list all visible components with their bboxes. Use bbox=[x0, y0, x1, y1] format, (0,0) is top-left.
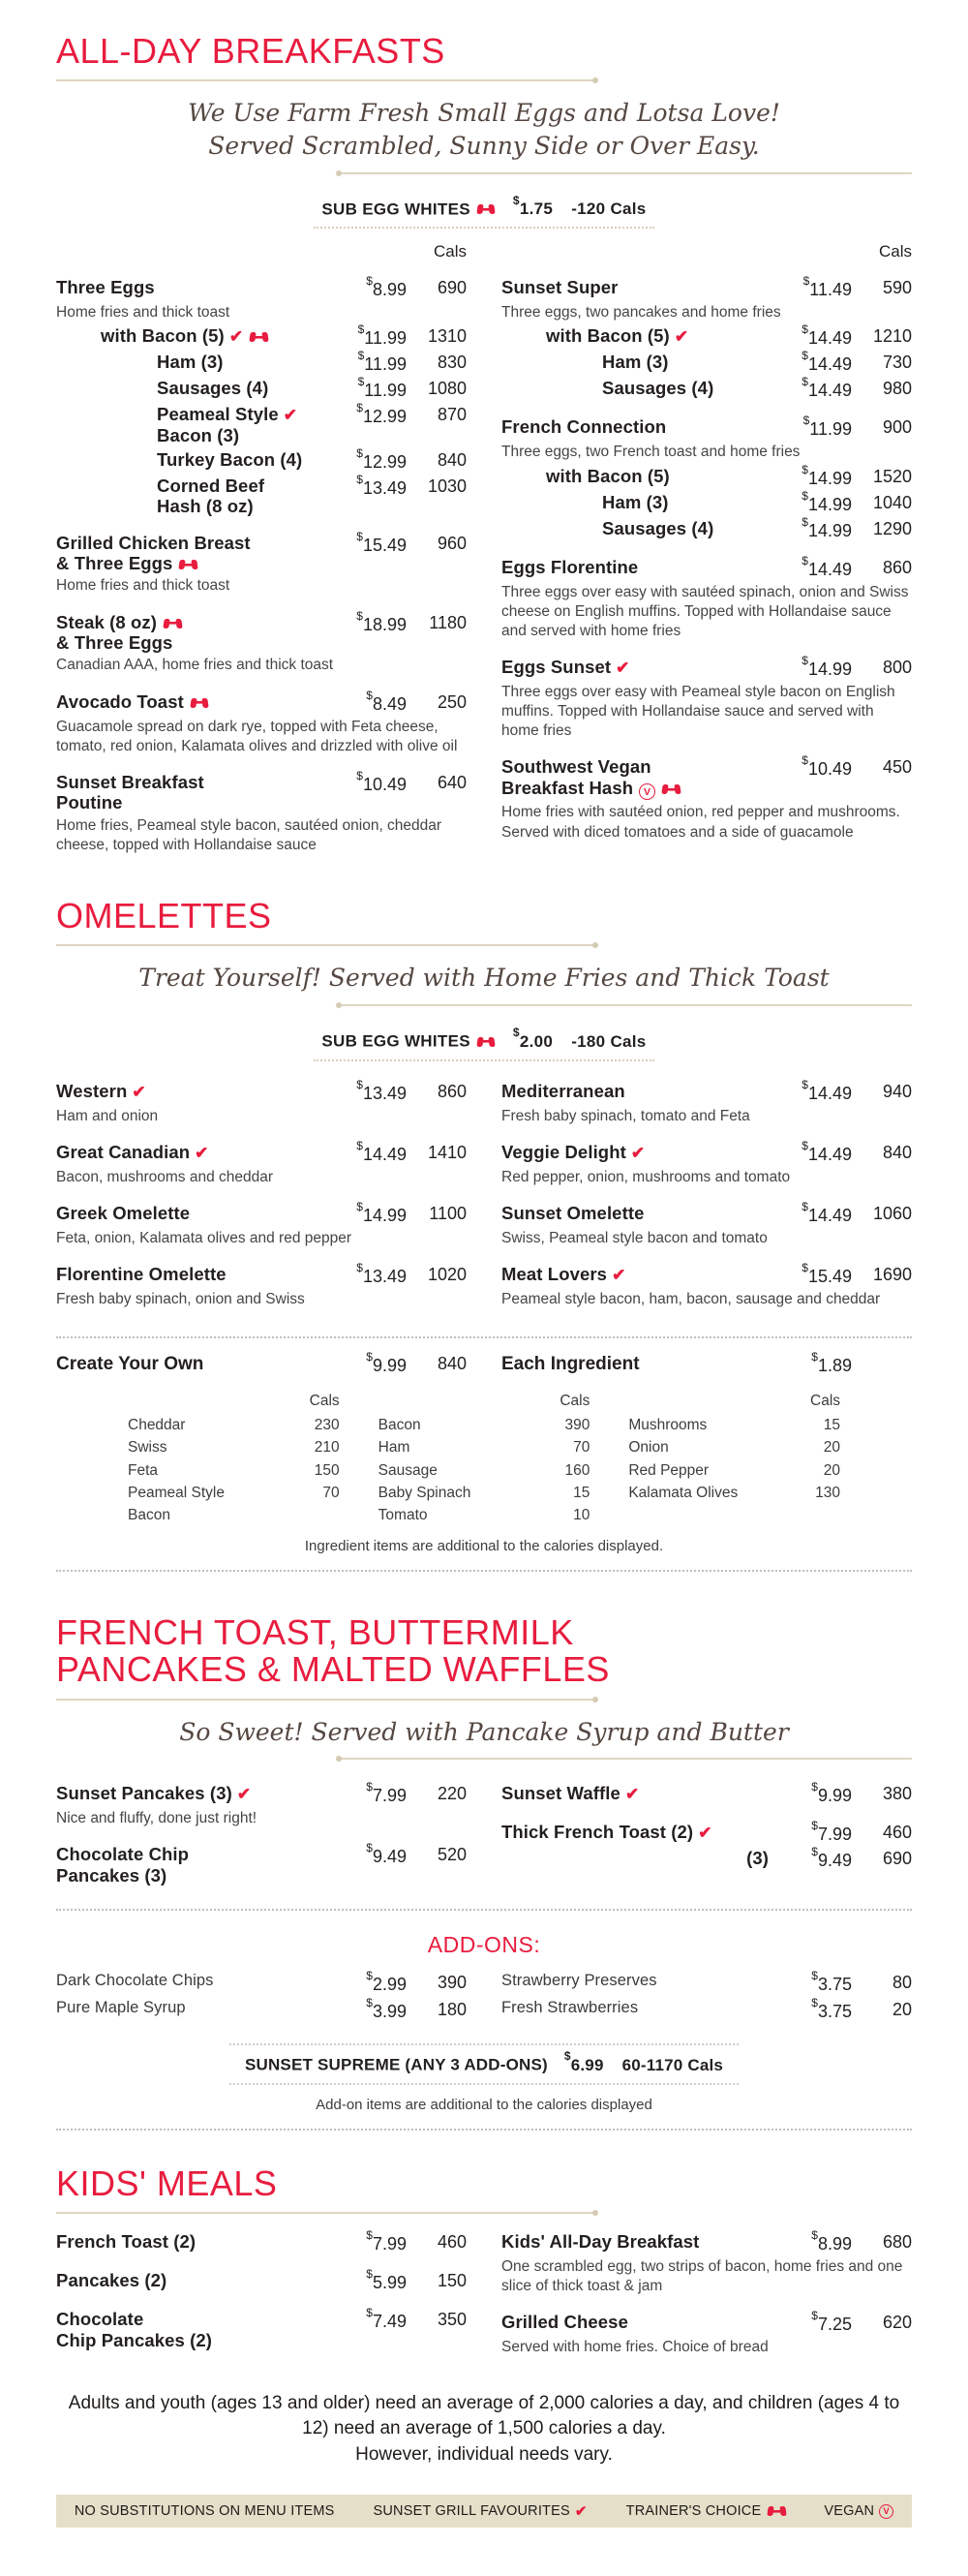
check-icon: ✔ bbox=[132, 1082, 146, 1101]
menu-item: Western ✔ $13.49 860 Ham and onion bbox=[56, 1077, 467, 1124]
check-icon: ✔ bbox=[674, 327, 689, 347]
dumbbell-icon bbox=[768, 2506, 785, 2516]
create-your-own-block bbox=[56, 1336, 912, 1572]
menu-item: Eggs Sunset ✔ $14.99 800 Three eggs over easy with Peameal style bacon on English muffins. Topped with Hollandaise sauce and served with home fries bbox=[501, 654, 912, 740]
menu-item: Great Canadian ✔ $14.49 1410 Bacon, mushrooms and cheddar bbox=[56, 1138, 467, 1185]
dumbbell-icon bbox=[662, 784, 680, 794]
menu-item: Greek Omelette $14.99 1100 Feta, onion, Kalamata olives and red pepper bbox=[56, 1199, 467, 1246]
section-french-toast bbox=[56, 1614, 912, 2131]
ingredient-column-3: Cals Mushrooms 15 Onion 20 Red Pepper 20 Kalamata Olives 130 bbox=[628, 1390, 840, 1526]
breakfast-left-column bbox=[56, 232, 467, 855]
sweet-right-column bbox=[501, 1767, 912, 1886]
ingredient-table bbox=[56, 1390, 912, 1526]
omelettes-left-column bbox=[56, 1065, 467, 1310]
omelettes-right-column bbox=[501, 1065, 912, 1310]
each-ingredient-header: Each Ingredient $1.89 bbox=[501, 1350, 852, 1376]
menu-item: Mediterranean $14.49 940 Fresh baby spinach, tomato and Feta bbox=[501, 1077, 912, 1124]
menu-item: French Toast (2) $7.99 460 bbox=[56, 2228, 467, 2254]
menu-subitem: Ham (3) $14.49 730 bbox=[602, 349, 912, 375]
menu-subitem: with Bacon (5) ✔ $11.99 1310 bbox=[101, 322, 467, 349]
ingredient-row: Ham 70 bbox=[378, 1439, 590, 1457]
addon-item: Fresh Strawberries $3.75 20 bbox=[501, 1996, 912, 2022]
menu-item: Chocolate Chip Pancakes (3) $9.49 520 bbox=[56, 1841, 467, 1886]
divider-rule bbox=[56, 1699, 595, 1701]
section-tagline: We Use Farm Fresh Small Eggs and Lotsa Love! Served Scrambled, Sunny Side or Over Easy. bbox=[188, 99, 780, 160]
check-icon: ✔ bbox=[630, 1143, 646, 1162]
ingredient-row: Tomato 10 bbox=[378, 1507, 590, 1524]
check-icon: ✔ bbox=[616, 659, 630, 678]
dumbbell-icon bbox=[477, 204, 495, 214]
addon-note: Add-on items are additional to the calories displayed bbox=[316, 2097, 652, 2114]
section-kids-meals bbox=[56, 2165, 912, 2358]
vegan-icon: V bbox=[639, 783, 655, 800]
addons-block bbox=[56, 1968, 912, 2022]
menu-subitem: Sausages (4) $14.49 980 bbox=[602, 375, 912, 401]
legend-bar bbox=[56, 2495, 912, 2528]
menu-item: French Connection $11.99 900 Three eggs, two French toast and home fries bbox=[501, 414, 912, 461]
menu-item: Meat Lovers ✔ $15.49 1690 Peameal style bacon, ham, bacon, sausage and cheddar bbox=[501, 1261, 912, 1308]
ingredient-row: Mushrooms 15 bbox=[628, 1417, 841, 1434]
check-icon: ✔ bbox=[236, 1785, 252, 1804]
menu-item: Sunset Super $11.49 590 Three eggs, two pancakes and home fries bbox=[501, 274, 912, 322]
addon-item: Pure Maple Syrup $3.99 180 bbox=[56, 1996, 467, 2022]
ingredient-row: Baby Spinach 15 bbox=[378, 1484, 590, 1501]
ingredient-row: Peameal Style 70 bbox=[128, 1484, 340, 1501]
kids-right-column bbox=[501, 2216, 912, 2357]
section-all-day-breakfasts bbox=[56, 33, 912, 855]
menu-item: Sunset Breakfast Poutine $10.49 640 Home fries, Peameal style bacon, sautéed onion, cheddar cheese, topped with Hollandaise sauce bbox=[56, 768, 467, 853]
menu-item: Florentine Omelette $13.49 1020 Fresh baby spinach, onion and Swiss bbox=[56, 1261, 467, 1308]
cals-column-header: Cals bbox=[878, 242, 912, 261]
section-title: ALL-DAY BREAKFASTS bbox=[56, 31, 445, 71]
menu-subitem: with Bacon (5) ✔ $14.49 1210 bbox=[546, 322, 912, 349]
divider-rule bbox=[339, 172, 912, 174]
menu-item: Veggie Delight ✔ $14.49 840 Red pepper, onion, mushrooms and tomato bbox=[501, 1138, 912, 1185]
legend-favourites: SUNSET GRILL FAVOURITES ✔ bbox=[373, 2503, 588, 2521]
menu-subitem: Sausages (4) $11.99 1080 bbox=[157, 375, 467, 401]
menu-item: Sunset Waffle ✔ $9.99 380 bbox=[501, 1780, 912, 1806]
dumbbell-icon bbox=[477, 1037, 495, 1047]
menu-item: Eggs Florentine $14.49 860 Three eggs over easy with sautéed spinach, onion and Swiss cheese on English muffins. Topped with Hollandaise sauce and served with home fries bbox=[501, 553, 912, 639]
check-icon: ✔ bbox=[228, 327, 244, 347]
ingredient-row: Kalamata Olives 130 bbox=[628, 1484, 841, 1501]
divider-rule bbox=[56, 944, 595, 946]
menu-subitem: Ham (3) $14.99 1040 bbox=[602, 488, 912, 514]
sweet-left-column bbox=[56, 1767, 467, 1886]
create-your-own-header: Create Your Own $9.99 840 bbox=[56, 1350, 467, 1376]
ingredient-row: Sausage 160 bbox=[378, 1461, 590, 1479]
section-omelettes bbox=[56, 898, 912, 1309]
menu-item: Sunset Pancakes (3) ✔ $7.99 220 Nice and fluffy, done just right! bbox=[56, 1780, 467, 1827]
ingredient-row: Bacon 390 bbox=[378, 1417, 590, 1434]
menu-subitem: (3) $9.49 690 bbox=[746, 1845, 912, 1871]
ingredient-row: Bacon bbox=[128, 1507, 170, 1524]
vegan-icon: V bbox=[879, 2504, 893, 2519]
dotted-divider bbox=[56, 1570, 912, 1572]
dumbbell-icon bbox=[179, 560, 197, 569]
sunset-supreme-note: SUNSET SUPREME (ANY 3 ADD-ONS) $6.99 60-1170 Cals bbox=[229, 2043, 739, 2085]
addon-item: Dark Chocolate Chips $2.99 390 bbox=[56, 1969, 467, 1995]
menu-subitem: Sausages (4) $14.99 1290 bbox=[602, 514, 912, 540]
menu-item: Grilled Cheese $7.25 620 Served with home fries. Choice of bread bbox=[501, 2309, 912, 2356]
item-price: $8.99 bbox=[366, 274, 407, 300]
menu-subitem: Ham (3) $11.99 830 bbox=[157, 349, 467, 375]
sub-egg-whites-note: SUB EGG WHITES $1.75 -120 Cals bbox=[56, 198, 912, 230]
ingredient-row: Onion 20 bbox=[628, 1439, 841, 1457]
dumbbell-icon bbox=[191, 698, 208, 708]
cals-column-header: Cals bbox=[433, 242, 467, 261]
breakfast-right-column bbox=[501, 232, 912, 855]
dumbbell-icon bbox=[164, 619, 181, 629]
menu-subitem: Corned Beef Hash (8 oz) $13.49 1030 bbox=[157, 472, 467, 517]
divider-rule bbox=[56, 2212, 595, 2214]
menu-item: Steak (8 oz) & Three Eggs $18.99 1180 Canadian AAA, home fries and thick toast bbox=[56, 608, 467, 674]
item-desc: Home fries and thick toast bbox=[56, 304, 230, 322]
ingredient-row: Red Pepper 20 bbox=[628, 1461, 841, 1479]
kids-left-column bbox=[56, 2216, 467, 2357]
section-title: KIDS' MEALS bbox=[56, 2163, 278, 2204]
menu-subitem: with Bacon (5) $14.99 1520 bbox=[546, 462, 912, 488]
menu-item: Grilled Chicken Breast & Three Eggs $15.49 960 Home fries and thick toast bbox=[56, 529, 467, 595]
section-tagline: So Sweet! Served with Pancake Syrup and Butter bbox=[179, 1717, 789, 1746]
legend-vegan: VEGAN V bbox=[824, 2503, 893, 2519]
menu-item: Thick French Toast (2) ✔ $7.99 460 bbox=[501, 1819, 912, 1845]
menu-subitem: Turkey Bacon (4) $12.99 840 bbox=[157, 445, 467, 472]
check-icon: ✔ bbox=[574, 2503, 588, 2521]
dotted-divider bbox=[56, 1909, 912, 1911]
check-icon: ✔ bbox=[624, 1785, 640, 1804]
sub-egg-whites-note: SUB EGG WHITES $2.00 -180 Cals bbox=[56, 1029, 912, 1061]
menu-subitem: Peameal Style ✔ Bacon (3) $12.99 870 bbox=[157, 401, 467, 446]
ingredient-row: Cheddar 230 bbox=[128, 1417, 340, 1434]
check-icon: ✔ bbox=[195, 1143, 209, 1162]
check-icon: ✔ bbox=[283, 406, 298, 425]
menu-item: Three Eggs $8.99 690 Home fries and thick toast bbox=[56, 277, 467, 322]
menu-item: Sunset Omelette $14.49 1060 Swiss, Peameal style bacon and tomato bbox=[501, 1199, 912, 1246]
menu-item: Chocolate Chip Pancakes (2) $7.49 350 bbox=[56, 2306, 467, 2350]
calorie-disclaimer: Adults and youth (ages 13 and older) need an average of 2,000 calories a day, and children (ages 4 to 12) need an average of 1,500 calories a day. However, individual needs vary. bbox=[68, 2392, 900, 2465]
item-cals: 690 bbox=[437, 278, 467, 298]
menu-item: Kids' All-Day Breakfast $8.99 680 One scrambled egg, two strips of bacon, home fries and one slice of thick toast & jam bbox=[501, 2228, 912, 2295]
menu-item: Pancakes (2) $5.99 150 bbox=[56, 2267, 467, 2293]
ingredient-row: Feta 150 bbox=[128, 1461, 340, 1479]
divider-rule bbox=[339, 1758, 912, 1760]
dotted-divider bbox=[56, 1336, 912, 1338]
ingredient-column-1: Cals Cheddar 230 Swiss 210 Feta 150 Peameal Style 70 Bacon bbox=[128, 1390, 340, 1526]
ingredient-column-2: Cals Bacon 390 Ham 70 Sausage 160 Baby Spinach 15 Tomato 10 bbox=[378, 1390, 590, 1526]
check-icon: ✔ bbox=[698, 1824, 712, 1843]
menu-item: Avocado Toast $8.49 250 Guacamole spread on dark rye, topped with Feta cheese, tomato, red onion, Kalamata olives and drizzled with olive oil bbox=[56, 688, 467, 754]
divider-rule bbox=[56, 79, 595, 81]
addon-item: Strawberry Preserves $3.75 80 bbox=[501, 1969, 912, 1995]
check-icon: ✔ bbox=[612, 1266, 626, 1285]
dotted-divider bbox=[56, 2129, 912, 2131]
menu-item: Southwest Vegan Breakfast Hash V $10.49 450 Home fries with sautéed onion, red pepper and mushrooms. Served with diced tomatoes and a side of guacamole bbox=[501, 753, 912, 841]
section-title: FRENCH TOAST, BUTTERMILK PANCAKES & MALTED WAFFLES bbox=[56, 1612, 610, 1690]
legend-no-substitutions: NO SUBSTITUTIONS ON MENU ITEMS bbox=[74, 2503, 335, 2520]
section-tagline: Treat Yourself! Served with Home Fries and Thick Toast bbox=[138, 964, 830, 993]
addons-title: ADD-ONS: bbox=[427, 1932, 541, 1958]
ingredient-row: Swiss 210 bbox=[128, 1439, 340, 1457]
legend-trainers-choice: TRAINER'S CHOICE bbox=[626, 2503, 786, 2519]
dumbbell-icon bbox=[250, 332, 267, 342]
ingredient-note: Ingredient items are additional to the calories displayed. bbox=[304, 1538, 664, 1555]
section-title: OMELETTES bbox=[56, 896, 272, 936]
divider-rule bbox=[339, 1004, 912, 1006]
